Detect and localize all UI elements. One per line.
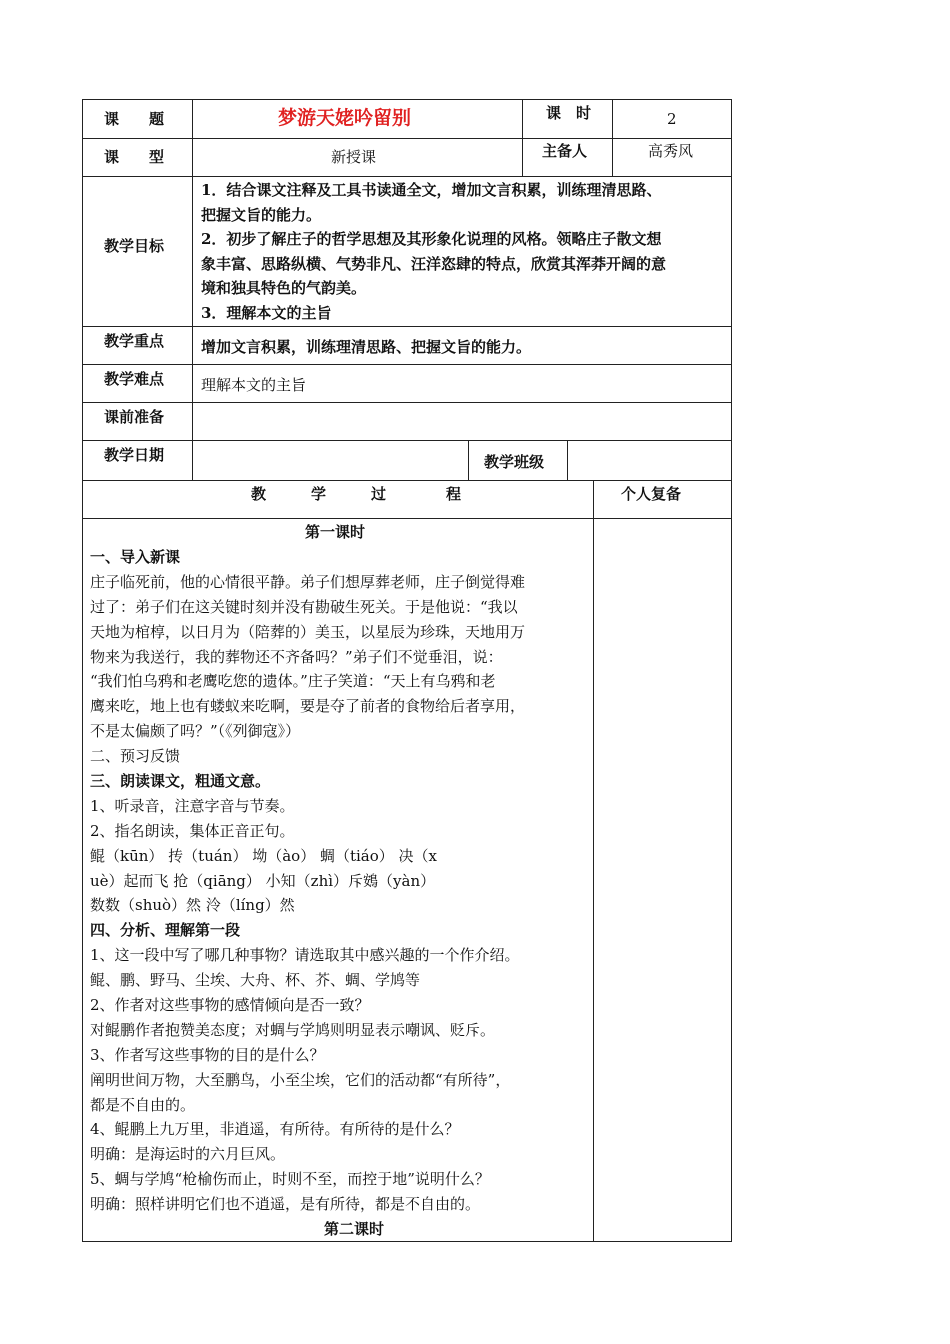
difficulties-text: 理解本文的主旨 [201,376,307,394]
key-points-label: 教学重点 [104,332,165,350]
hours-label: 课 时 [546,104,592,122]
type-label: 课 型 [104,148,165,166]
process-line: 鲲、鹏、野马、尘埃、大舟、杯、芥、蜩、学鸠等 [90,971,421,990]
column-divider [468,440,469,480]
process-line: “我们怕乌鸦和老鹰吃您的遗体。”庄子笑道：“天上有乌鸦和老 [90,672,496,691]
process-line: 对鲲鹏作者抱赞美态度；对蜩与学鸠则明显表示嘲讽、贬斥。 [90,1020,496,1039]
key-points-text: 增加文言积累，训练理清思路、把握文旨的能力。 [201,338,532,356]
type-value: 新授课 [331,148,377,166]
preparer-value: 高秀风 [648,142,694,160]
row-divider [82,402,732,403]
preparer-label: 主备人 [542,142,588,160]
date-label: 教学日期 [104,446,165,464]
process-line: 过了：弟子们在这关键时刻并没有勘破生死关。于是他说：“我以 [90,597,518,616]
process-line: 5、蜩与学鸠“枪榆伤而止，时则不至，而控于地”说明什么？ [90,1170,490,1189]
process-line: 一、导入新课 [90,548,181,566]
process-line: 1、这一段中写了哪几种事物？请选取其中感兴趣的一个作介绍。 [90,946,520,965]
process-line: 3、作者写这些事物的目的是什么？ [90,1045,325,1064]
row-divider [82,176,732,177]
topic-label: 课 题 [104,110,165,128]
row-divider [82,480,732,481]
column-divider [612,99,613,176]
objectives-label: 教学目标 [104,237,165,255]
process-line: uè）起而飞 抢（qiāng） 小知（zhì）斥鴳（yàn） [90,871,436,890]
process-line: 鲲（kūn） 抟（tuán） 坳（ào） 蜩（tiáo） 决（x [90,846,438,865]
row-divider [82,326,732,327]
process-line: 四、分析、理解第一段 [90,921,241,940]
class-label: 教学班级 [484,453,545,471]
hours-value: 2 [667,110,677,128]
process-line: 明确：是海运时的六月巨风。 [90,1145,286,1164]
column-divider [522,99,523,176]
objective-line: 1．结合课文注释及工具书读通全文，增加文言积累，训练理清思路、 [201,181,662,199]
process-line: 庄子临死前，他的心情很平静。弟子们想厚葬老师，庄子倒觉得难 [90,572,526,591]
process-header: 教 学 过 程 [251,485,462,503]
objective-line: 2．初步了解庄子的哲学思想及其形象化说理的风格。领略庄子散文想 [201,230,662,249]
process-line: 二、预习反馈 [90,747,181,766]
process-line: 都是不自由的。 [90,1095,196,1114]
process-line: 三、朗读课文，粗通文意。 [90,772,271,791]
label-column-divider [192,99,193,480]
period-one-heading: 第一课时 [305,523,366,541]
process-line: 1、听录音，注意字音与节奏。 [90,796,295,815]
process-line: 天地为棺椁，以日月为（陪葬的）美玉，以星辰为珍珠，天地用万 [90,622,526,641]
table-border-right [731,99,732,1242]
row-divider [82,440,732,441]
process-line: 物来为我送行，我的葬物还不齐备吗？”弟子们不觉垂泪，说： [90,647,503,666]
lesson-title: 梦游天姥吟留别 [278,107,412,129]
process-line: 2、作者对这些事物的感情倾向是否一致？ [90,996,370,1015]
objectives-text [201,178,666,326]
row-divider [82,364,732,365]
personal-notes-header: 个人复备 [621,485,682,503]
process-line: 2、指名朗读，集体正音正句。 [90,821,295,840]
objective-line: 象丰富、思路纵横、气势非凡、汪洋恣肆的特点，欣赏其浑莽开阔的意 [201,254,667,273]
process-body [90,545,590,1217]
process-line: 阐明世间万物，大至鹏鸟，小至尘埃，它们的活动都“有所待”， [90,1070,511,1089]
table-border-left [82,99,83,1242]
table-border-bottom [82,1241,732,1242]
objective-line: 把握文旨的能力。 [201,205,322,224]
row-divider [82,518,732,519]
process-line: 数数（shuò）然 泠（líng）然 [90,896,295,915]
process-line: 明确：照样讲明它们也不逍遥，是有所待，都是不自由的。 [90,1195,481,1214]
row-divider [82,138,732,139]
process-line: 鹰来吃，地上也有蝼蚁来吃啊，要是夺了前者的食物给后者享用， [90,697,526,716]
objective-line: 境和独具特色的气韵美。 [201,279,367,298]
difficulties-label: 教学难点 [104,370,165,388]
column-divider [567,440,568,480]
preparation-label: 课前准备 [104,408,165,426]
process-line: 4、鲲鹏上九万里，非逍遥，有所待。有所待的是什么？ [90,1120,460,1139]
table-border-top [82,99,732,100]
objective-line: 3．理解本文的主旨 [201,303,332,322]
personal-notes-column-divider [593,480,594,1242]
period-two-heading: 第二课时 [324,1220,385,1238]
process-line: 不是太偏颇了吗？”（《列御寇》） [90,722,301,741]
